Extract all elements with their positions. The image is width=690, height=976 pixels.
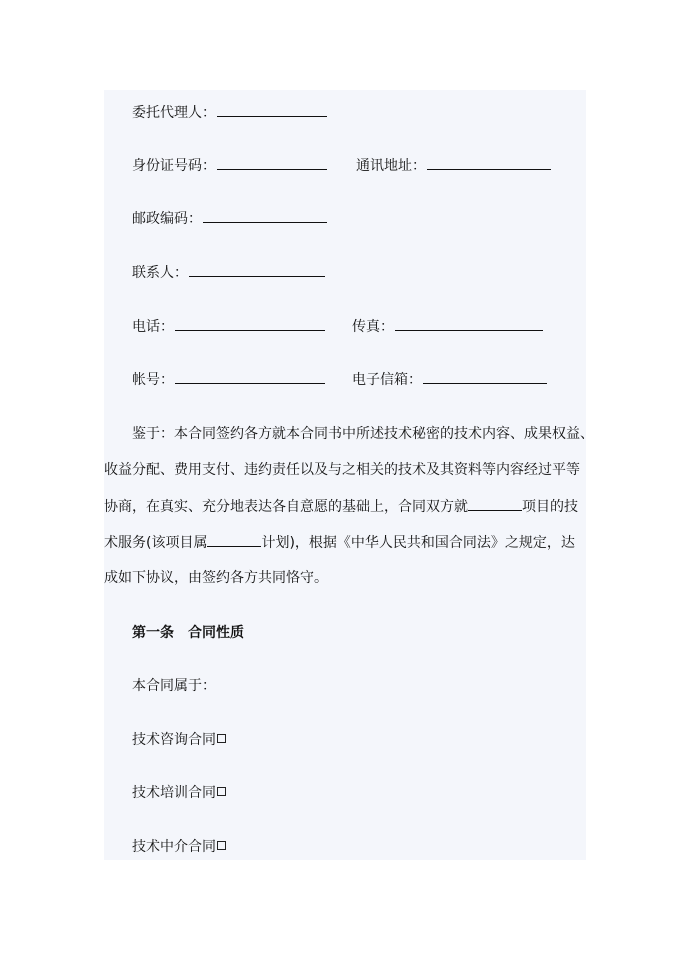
agent-field[interactable] — [217, 103, 327, 117]
phone-label: 电话： — [132, 319, 174, 335]
email-row — [352, 370, 547, 389]
agent-row — [132, 103, 327, 122]
contract-type-option-2 — [132, 784, 226, 802]
phone-row — [132, 317, 325, 336]
contact-label: 联系人： — [132, 265, 188, 281]
preamble-line-4a: 术服务(该项目属 — [104, 535, 208, 551]
article-1-intro: 本合同属于： — [132, 678, 216, 694]
fax-field[interactable] — [395, 317, 543, 331]
contract-type-option-1-label: 技术咨询合同 — [132, 732, 216, 748]
checkbox-2[interactable] — [217, 787, 226, 796]
account-row — [132, 370, 325, 389]
preamble-line-5: 成如下协议，由签约各方共同恪守。 — [104, 570, 328, 586]
plan-name-field[interactable] — [207, 533, 261, 547]
phone-field[interactable] — [175, 317, 325, 331]
address-row — [356, 156, 551, 175]
preamble-line-3a: 协商，在真实、充分地表达各自意愿的基础上，合同双方就 — [104, 499, 468, 515]
address-label: 通讯地址： — [356, 158, 426, 174]
postcode-field[interactable] — [203, 209, 327, 223]
postcode-label: 邮政编码： — [132, 211, 202, 227]
project-name-field[interactable] — [468, 497, 522, 511]
fax-label: 传真： — [352, 319, 394, 335]
checkbox-3[interactable] — [217, 841, 226, 850]
article-1-heading: 第一条 合同性质 — [132, 625, 244, 641]
postcode-row — [132, 209, 327, 228]
preamble-line-4 — [104, 533, 575, 552]
agent-label: 委托代理人： — [132, 105, 216, 121]
contract-type-option-1 — [132, 731, 226, 749]
id-number-row — [132, 156, 327, 175]
preamble-line-3 — [104, 497, 578, 516]
preamble-line-3b: 项目的技 — [522, 499, 578, 515]
contract-type-option-2-label: 技术培训合同 — [132, 785, 216, 801]
preamble-line-1: 鉴于：本合同签约各方就本合同书中所述技术秘密的技术内容、成果权益、 — [132, 426, 594, 442]
id-number-label: 身份证号码： — [132, 158, 216, 174]
contact-row — [132, 263, 325, 282]
account-label: 帐号： — [132, 372, 174, 388]
account-field[interactable] — [175, 370, 325, 384]
preamble-line-2: 收益分配、费用支付、违约责任以及与之相关的技术及其资料等内容经过平等 — [104, 462, 580, 478]
checkbox-1[interactable] — [217, 734, 226, 743]
contract-type-option-3-label: 技术中介合同 — [132, 839, 216, 855]
id-number-field[interactable] — [217, 156, 327, 170]
fax-row — [352, 317, 543, 336]
contact-field[interactable] — [189, 263, 325, 277]
email-field[interactable] — [423, 370, 547, 384]
address-field[interactable] — [427, 156, 551, 170]
contract-type-option-3 — [132, 838, 226, 856]
preamble-line-4b: 计划)，根据《中华人民共和国合同法》之规定，达 — [261, 535, 575, 551]
email-label: 电子信箱： — [352, 372, 422, 388]
